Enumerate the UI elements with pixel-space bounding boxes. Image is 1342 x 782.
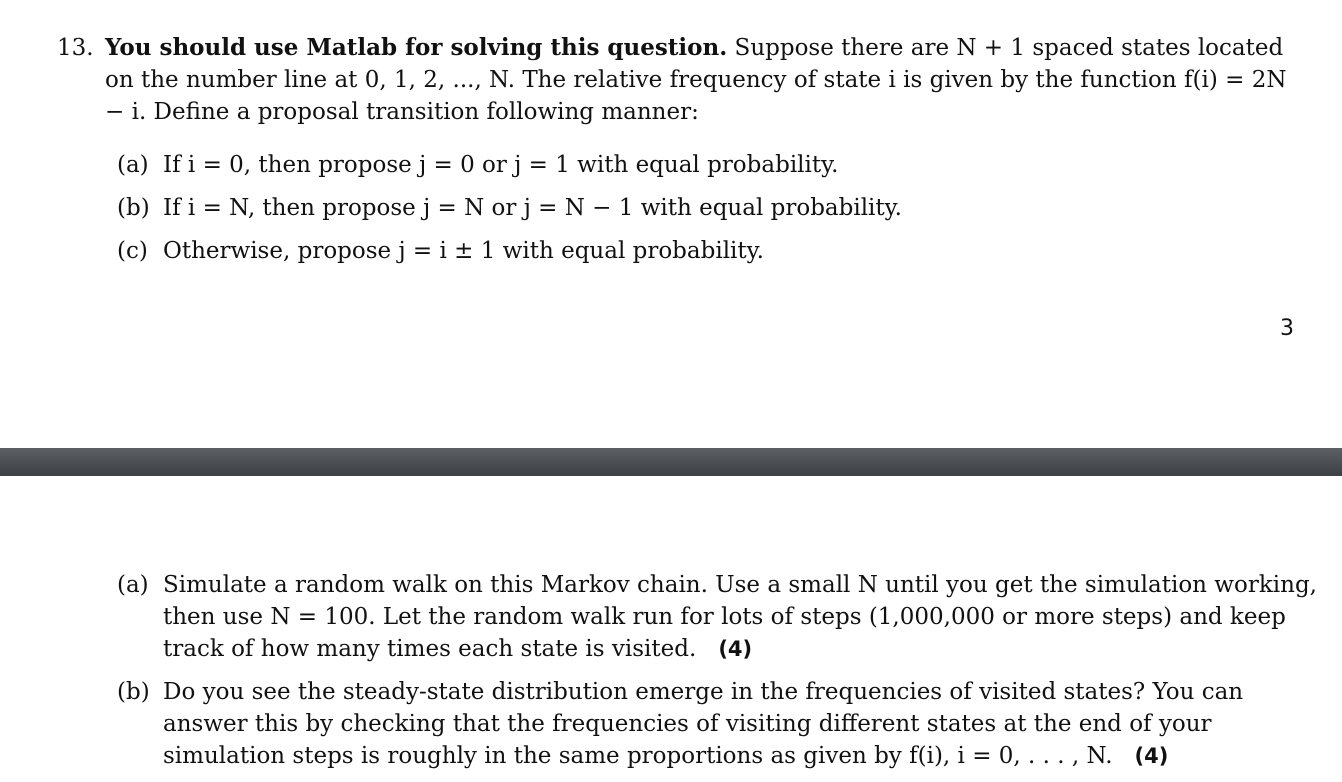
question-bold-lead: You should use Matlab for solving this question.: [105, 34, 728, 61]
rule-label: (b): [117, 195, 150, 221]
question-parts-list: [117, 569, 1317, 772]
question-body: [105, 32, 1307, 128]
question-part: [117, 676, 1317, 772]
question-part: [117, 569, 1317, 665]
proposal-rule: [117, 235, 1317, 267]
part-label: (a): [117, 572, 149, 598]
question-text: Suppose there are N + 1 spaced states located on the number line at 0, 1, 2, ..., N. The relative frequency of state i is given by the function f(i) = 2N − i. Define a proposal transition following manner:: [105, 35, 1287, 125]
page-number: 3: [1280, 316, 1294, 341]
rule-text: If i = N, then propose j = N or j = N − 1 with equal probability.: [163, 195, 902, 221]
rule-text: Otherwise, propose j = i ± 1 with equal probability.: [163, 238, 764, 264]
proposal-rule: [117, 192, 1317, 224]
proposal-rule: [117, 149, 1317, 181]
part-text: Simulate a random walk on this Markov chain. Use a small N until you get the simulation working, then use N = 100. Let the random walk run for lots of steps (1,000,000 or more steps) and keep track of how many times each state is visited.: [163, 572, 1317, 662]
part-points: (4): [1134, 744, 1169, 768]
proposal-rules-list: [117, 149, 1317, 267]
part-text: Do you see the steady-state distribution emerge in the frequencies of visited states? You can answer this by checking that the frequencies of visiting different states at the end of your simulation steps is roughly in the same proportions as given by f(i), i = 0, . . . , N.: [163, 679, 1244, 769]
part-label: (b): [117, 679, 150, 705]
rule-label: (c): [117, 238, 148, 264]
question-number: 13.: [57, 35, 94, 61]
part-points: (4): [718, 637, 753, 661]
rule-label: (a): [117, 152, 149, 178]
question-statement: [57, 32, 1307, 128]
page-separator: [0, 448, 1342, 476]
rule-text: If i = 0, then propose j = 0 or j = 1 with equal probability.: [163, 152, 839, 178]
